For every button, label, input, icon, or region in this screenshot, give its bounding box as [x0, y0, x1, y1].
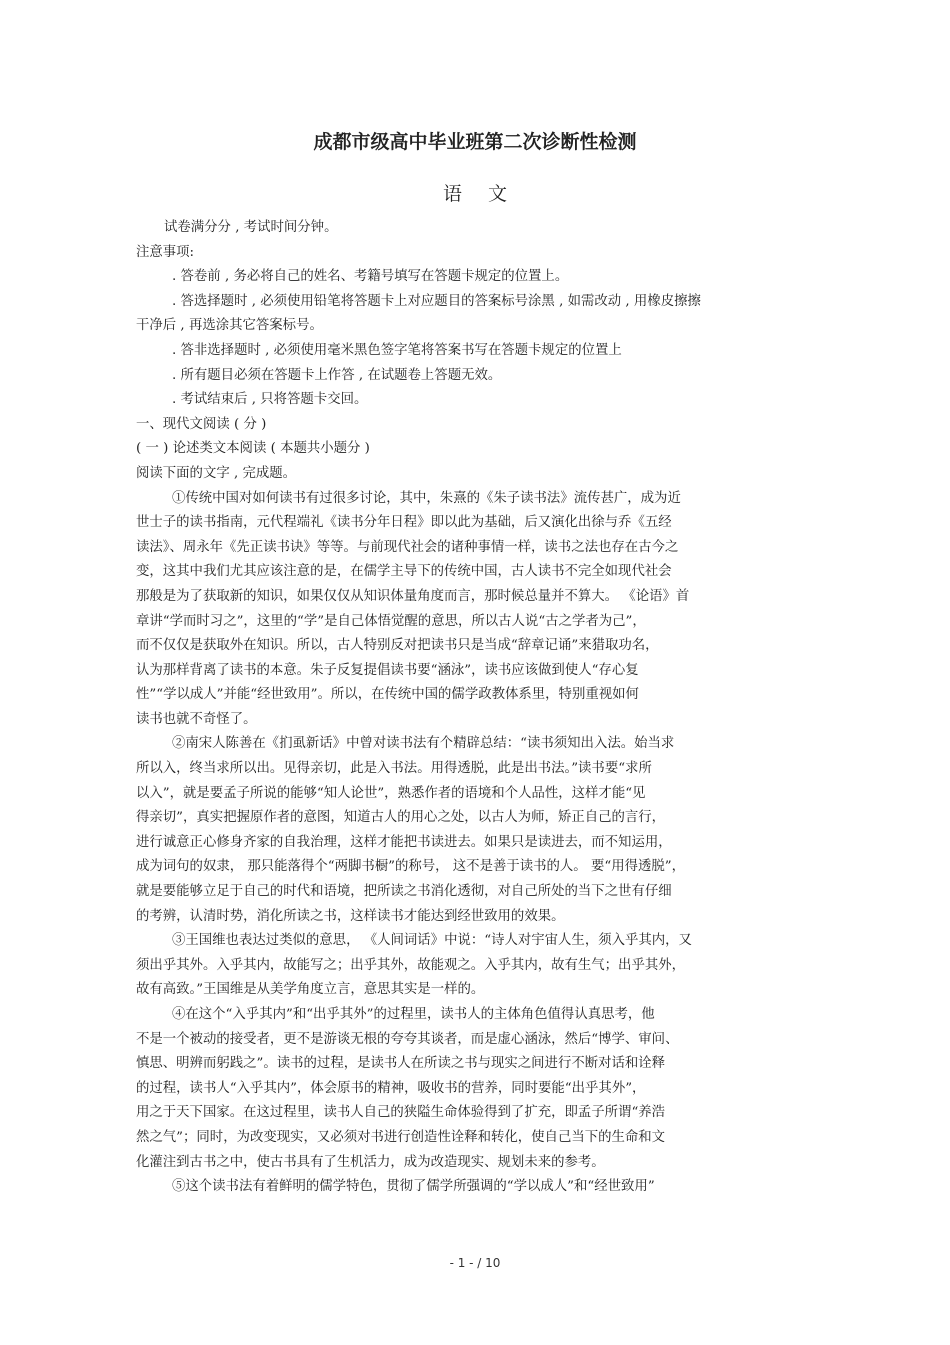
- paragraph-line: ③王国维也表达过类似的意思， 《人间词话》中说：“诗人对宇宙人生，须入乎其内，又: [172, 933, 692, 949]
- paragraph-line: 那般是为了获取新的知识，如果仅仅从知识体量角度而言，那时候总量并不算大。 《论语》首: [136, 588, 690, 604]
- document-title: 成都市级高中毕业班第二次诊断性检测: [313, 131, 637, 153]
- paragraph-line: 世士子的读书指南，元代程端礼《读书分年日程》即以此为基础，后又演化出徐与乔《五经: [136, 515, 672, 531]
- paragraph-line: 化灌注到古书之中，使古书具有了生机活力，成为改造现实、规划未来的参考。: [136, 1154, 605, 1170]
- section-heading: 一、现代文阅读 ( 分 ): [136, 416, 267, 432]
- notice-heading: 注意事项:: [136, 244, 195, 260]
- notice-item-5: . 考试结束后 , 只将答题卡交回。: [172, 392, 368, 408]
- document-subtitle: 语文: [442, 183, 533, 205]
- notice-item-2-cont: 干净后 , 再选涂其它答案标号。: [136, 318, 323, 334]
- reading-instruction: 阅读下面的文字 , 完成题。: [136, 465, 297, 481]
- notice-item-1: . 答卷前 , 务必将自己的姓名、考籍号填写在答题卡规定的位置上。: [172, 269, 569, 285]
- paragraph-line: 章讲“学而时习之”，这里的“学”是自己体悟觉醒的意思，所以古人说“古之学者为己”，: [136, 613, 646, 629]
- paragraph-line: 所以入，终当求所以出。见得亲切，此是入书法。用得透脱，此是出书法。”读书要“求所: [136, 761, 652, 777]
- paragraph-line: 性”“学以成人”并能“经世致用”。所以，在传统中国的儒学政教体系里，特别重视如何: [136, 687, 639, 703]
- notice-item-4: . 所有题目必须在答题卡上作答 , 在试题卷上答题无效。: [172, 367, 502, 383]
- paragraph-line: 然之气”；同时，为改变现实，又必须对书进行创造性诠释和转化，使自己当下的生命和文: [136, 1129, 666, 1145]
- paragraph-line: 慎思、明辨而躬践之”。读书的过程，是读书人在所读之书与现实之间进行不断对话和诠释: [136, 1056, 666, 1072]
- paragraph-line: 用之于天下国家。在这过程里，读书人自己的狭隘生命体验得到了扩充，即孟子所谓“养浩: [136, 1105, 666, 1121]
- paragraph-line: 读法》、周永年《先正读书诀》等等。与前现代社会的诸种事情一样，读书之法也存在古今之: [136, 539, 679, 555]
- subsection-heading: ( 一 ) 论述类文本阅读 ( 本题共小题分 ): [136, 441, 370, 457]
- paragraph-line: ⑤这个读书法有着鲜明的儒学特色，贯彻了儒学所强调的“学以成人”和“经世致用”: [172, 1179, 655, 1195]
- page-number: - 1 - / 10: [449, 1256, 501, 1270]
- paragraph-line: 得亲切”，真实把握原作者的意图，知道古人的用心之处，以古人为师，矫正自己的言行，: [136, 810, 666, 826]
- paragraph-line: 故有高致。”王国维是从美学角度立言，意思其实是一样的。: [136, 982, 485, 998]
- paragraph-line: 而不仅仅是获取外在知识。所以，古人特别反对把读书只是当成“辞章记诵”来猎取功名，: [136, 638, 659, 654]
- paragraph-line: 进行诚意正心修身齐家的自我治理，这样才能把书读进去。如果只是读进去，而不知运用，: [136, 834, 672, 850]
- notice-item-3: . 答非选择题时 , 必须使用毫米黑色签字笔将答案书写在答题卡规定的位置上: [172, 342, 622, 358]
- paragraph-line: 的考辨，认清时势，消化所读之书，这样读书才能达到经世致用的效果。: [136, 908, 565, 924]
- document-body: [136, 216, 816, 1200]
- exam-info-line: 试卷满分分 , 考试时间分钟。: [164, 220, 338, 235]
- paragraph-line: 就是要能够立足于自己的时代和语境，把所读之书消化透彻，对自己所处的当下之世有仔细: [136, 884, 672, 900]
- paragraph-line: 认为那样背离了读书的本意。朱子反复提倡读书要“涵泳”，读书应该做到使人“存心复: [136, 662, 639, 678]
- paragraph-line: 变，这其中我们尤其应该注意的是，在儒学主导下的传统中国，古人读书不完全如现代社会: [136, 564, 672, 580]
- paragraph-line: 读书也就不奇怪了。: [136, 711, 257, 727]
- paragraph-line: 的过程，读书人“入乎其内”，体会原书的精神，吸收书的营养，同时要能“出乎其外”，: [136, 1080, 646, 1096]
- paragraph-line: ④在这个“入乎其内”和“出乎其外”的过程里，读书人的主体角色值得认真思考，他: [172, 1007, 655, 1022]
- paragraph-line: ①传统中国对如何读书有过很多讨论，其中，朱熹的《朱子读书法》流传甚广，成为近: [172, 490, 681, 506]
- paragraph-line: 以入”，就是要孟子所说的能够“知人论世”，熟悉作者的语境和个人品性，这样才能“见: [136, 785, 646, 801]
- paragraph-line: 成为词句的奴隶， 那只能落得个“两脚书橱”的称号， 这不是善于读书的人。 要“用得透脱”，: [136, 859, 685, 875]
- paragraph-line: 须出乎其外。入乎其内，故能写之；出乎其外，故能观之。入乎其内，故有生气；出乎其外，: [136, 957, 686, 973]
- paragraph-line: ②南宋人陈善在《扪虱新话》中曾对读书法有个精辟总结：“读书须知出入法。始当求: [172, 736, 675, 752]
- paragraph-line: 不是一个被动的接受者，更不是游谈无根的夸夸其谈者，而是虚心涵泳，然后“博学、审问、: [136, 1031, 679, 1047]
- notice-item-2: . 答选择题时 , 必须使用铅笔将答题卡上对应题目的答案标号涂黑 , 如需改动 , 用橡皮擦擦: [172, 293, 701, 309]
